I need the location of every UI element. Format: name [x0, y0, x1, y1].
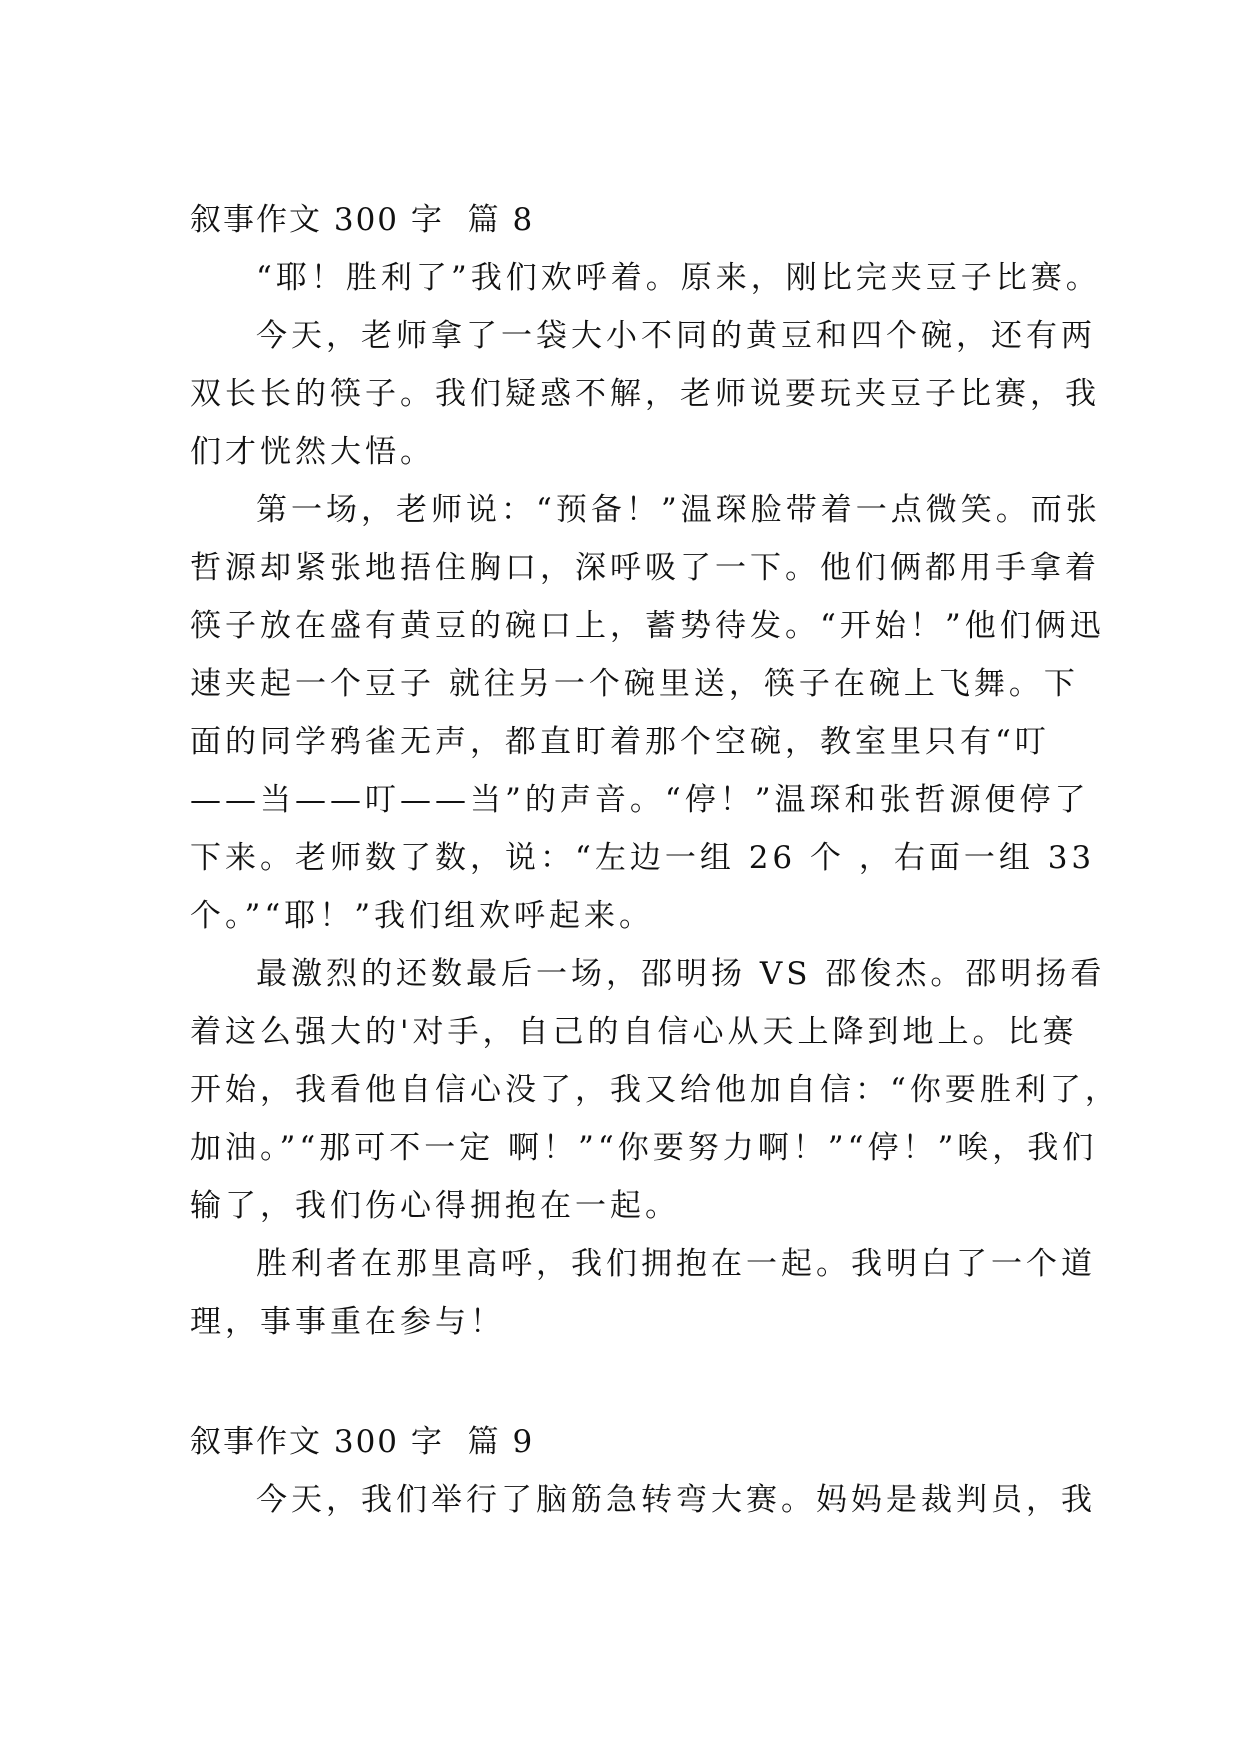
paragraph-line: 下来。老师数了数，说：“左边一组 26 个 ，右面一组 33	[190, 840, 1096, 876]
paragraph-line: 输了，我们伤心得拥抱在一起。	[190, 1188, 680, 1224]
paragraph-line: 胜利者在那里高呼，我们拥抱在一起。我明白了一个道	[256, 1246, 1096, 1282]
paragraph-line: 哲源却紧张地捂住胸口，深呼吸了一下。他们俩都用手拿着	[190, 550, 1100, 586]
paragraph-line: 理，事事重在参与！	[190, 1304, 505, 1340]
paragraph-line: ——当——叮——当”的声音。“停！”温琛和张哲源便停了	[190, 782, 1090, 818]
paragraph-line: 今天，我们举行了脑筋急转弯大赛。妈妈是裁判员，我	[256, 1482, 1096, 1518]
paragraph-line: 速夹起一个豆子 就往另一个碗里送，筷子在碗上飞舞。下	[190, 666, 1079, 702]
paragraph-line: 今天，老师拿了一袋大小不同的黄豆和四个碗，还有两	[256, 318, 1096, 354]
paragraph-line: 加油。”“那可不一定 啊！”“你要努力啊！”“停！”唉，我们	[190, 1130, 1098, 1166]
paragraph-line: 开始，我看他自信心没了，我又给他加自信：“你要胜利了，	[190, 1072, 1120, 1108]
paragraph-line: 着这么强大的'对手，自己的自信心从天上降到地上。比赛	[190, 1014, 1078, 1050]
paragraph-line: 们才恍然大悟。	[190, 434, 435, 470]
paragraph-line: “耶！胜利了”我们欢呼着。原来，刚比完夹豆子比赛。	[256, 260, 1101, 296]
document-page	[190, 0, 1120, 1754]
paragraph-line: 最激烈的还数最后一场，邵明扬 VS 邵俊杰。邵明扬看	[256, 956, 1106, 992]
paragraph-line: 个。”“耶！”我们组欢呼起来。	[190, 898, 655, 934]
paragraph-line: 双长长的筷子。我们疑惑不解，老师说要玩夹豆子比赛，我	[190, 376, 1100, 412]
paragraph-line: 筷子放在盛有黄豆的碗口上，蓄势待发。“开始！”他们俩迅	[190, 608, 1105, 644]
paragraph-line: 面的同学鸦雀无声，都直盯着那个空碗，教室里只有“叮	[190, 724, 1050, 760]
paragraph-line: 第一场，老师说：“预备！”温琛脸带着一点微笑。而张	[256, 492, 1101, 528]
section-heading: 叙事作文 300 字 篇 8	[190, 202, 535, 238]
section-heading: 叙事作文 300 字 篇 9	[190, 1424, 535, 1460]
